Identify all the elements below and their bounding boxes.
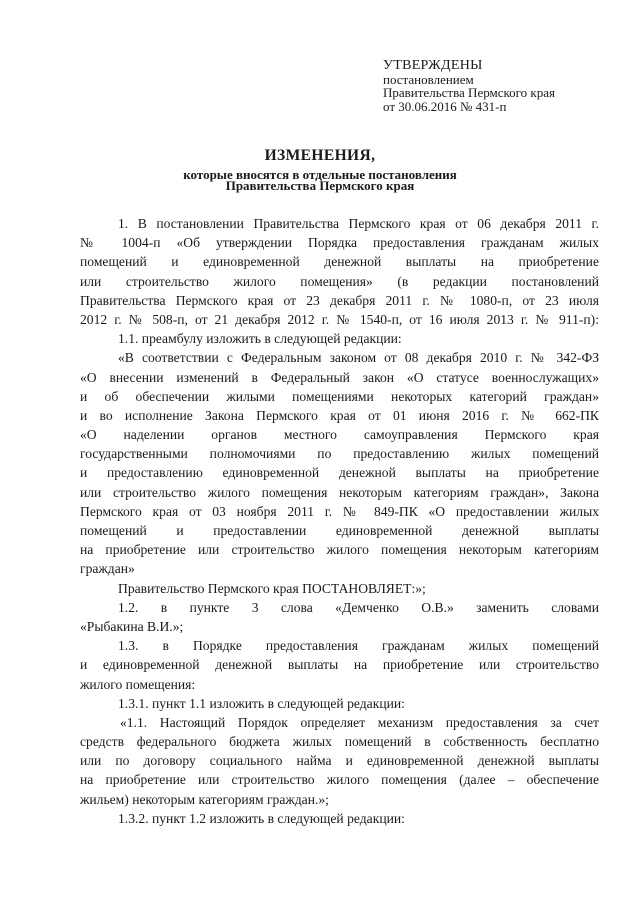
text-line: 1. В постановлении Правительства Пермского края от 06 декабря 2011 г. <box>118 216 599 231</box>
document-title: ИЗМЕНЕНИЯ, <box>264 147 376 164</box>
text-line: помещений и предоставлении единовременной денежной выплаты <box>80 523 599 538</box>
text-line: 1.3.1. пункт 1.1 изложить в следующей редакции: <box>118 695 405 711</box>
text-line: жилого помещения: <box>80 676 196 692</box>
text-line: «О наделении органов местного самоуправления Пермского края <box>80 427 599 443</box>
text-line: «В соответствии с Федеральным законом от 08 декабря 2010 г. № 342-ФЗ <box>118 350 599 366</box>
approval-line: Правительства Пермского края <box>383 85 555 100</box>
text-line: 1.3.2. пункт 1.2 изложить в следующей редакции: <box>118 810 405 826</box>
approval-line: от 30.06.2016 № 431-п <box>383 98 507 114</box>
text-line: 1.2. в пункте 3 слова «Демченко О.В.» заменить словами <box>118 599 599 615</box>
text-line: или строительство жилого помещения некоторым категориям граждан», Закона <box>80 484 599 500</box>
text-line: «1.1. Настоящий Порядок определяет механизм предоставления за счет <box>120 714 599 730</box>
text-line: 1.1. преамбулу изложить в следующей редакции: <box>118 331 402 347</box>
text-line: или по договору социального найма и единовременной денежной выплаты <box>80 753 599 769</box>
approval-heading: УТВЕРЖДЕНЫ <box>383 58 483 73</box>
text-line: средств федерального бюджета жилых помещений в собственность бесплатно <box>80 734 599 750</box>
text-line: на приобретение или строительство жилого помещения (далее – обеспечение <box>80 772 599 788</box>
approval-stamp <box>383 59 623 113</box>
text-line: и об обеспечении жилыми помещениями некоторых категорий граждан» <box>80 388 599 404</box>
text-line: Правительства Пермского края от 23 декабря 2011 г. № 1080-п, от 23 июля <box>80 292 599 308</box>
text-line: 2012 г. № 508-п, от 21 декабря 2012 г. № 1540-п, от 16 июля 2013 г. № 911-п): <box>80 311 599 327</box>
text-line: помещений и единовременной денежной выплаты на приобретение <box>80 254 599 270</box>
document-subtitle: Правительства Пермского края <box>225 178 415 193</box>
document-subtitle: которые вносятся в отдельные постановления <box>183 167 457 182</box>
text-line: и во исполнение Закона Пермского края от 01 июня 2016 г. № 662-ПК <box>80 407 599 423</box>
text-line: или строительство жилого помещения» (в редакции постановлений <box>80 273 599 289</box>
text-line: и единовременной денежной выплаты на приобретение или строительство <box>80 657 599 673</box>
text-line: «Рыбакина В.И.»; <box>80 618 184 634</box>
text-line: № 1004-п «Об утверждении Порядка предоставления гражданам жилых <box>80 235 599 251</box>
document-body <box>80 214 599 828</box>
text-line: 1.3. в Порядке предоставления гражданам жилых помещений <box>118 638 599 654</box>
text-line: жильем) некоторым категориям граждан.»; <box>80 791 329 807</box>
text-line: на приобретение или строительство жилого помещения некоторым категориям <box>80 542 599 558</box>
text-line: граждан» <box>80 561 135 577</box>
text-line: «О внесении изменений в Федеральный закон «О статусе военнослужащих» <box>80 369 599 385</box>
text-line: Пермского края от 03 ноября 2011 г. № 849-ПК «О предоставлении жилых <box>80 503 599 519</box>
approval-line: постановлением <box>383 71 474 87</box>
text-line: Правительство Пермского края ПОСТАНОВЛЯЕТ:»; <box>118 580 426 596</box>
text-line: государственными полномочиями по предоставлению жилых помещений <box>80 446 599 462</box>
text-line: и предоставлению единовременной денежной выплаты на приобретение <box>80 465 599 481</box>
